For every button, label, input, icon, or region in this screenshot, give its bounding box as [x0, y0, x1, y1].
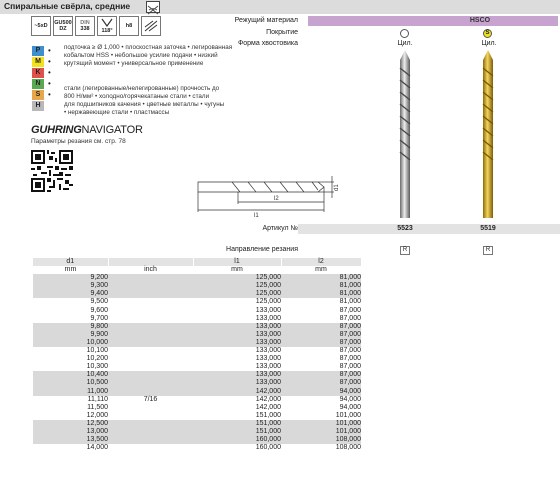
cell-inch — [108, 363, 193, 371]
unit-l1: mm — [193, 266, 281, 274]
header-spacer — [361, 258, 385, 266]
table-row — [33, 355, 385, 363]
cell-spacer — [361, 282, 385, 290]
table-row — [33, 323, 385, 331]
cutting-material-label: Режущий материал — [234, 17, 298, 24]
cell-l1: 125,000 — [193, 274, 281, 282]
cell-inch — [108, 307, 193, 315]
cell-spacer — [361, 315, 385, 323]
table-row — [33, 307, 385, 315]
unit-spacer — [361, 266, 385, 274]
cell-inch — [108, 412, 193, 420]
cell-l2: 101,000 — [281, 420, 361, 428]
cell-d1: 14,000 — [86, 444, 108, 452]
table-row — [33, 379, 385, 387]
cell-d1: 9,400 — [33, 290, 108, 298]
cell-l2: 101,000 — [335, 411, 361, 419]
cutting-direction-label: Направление резания — [226, 246, 298, 253]
description-line: для подшипников качения • цветные металлы • чугуны — [64, 101, 225, 108]
material-letter: S — [32, 90, 44, 100]
cell-l1: 133,000 — [193, 371, 281, 379]
cell-l1: 151,000 — [255, 411, 281, 419]
cell-d1: 13,000 — [33, 428, 108, 436]
cell-spacer — [361, 428, 385, 436]
cell-spacer — [361, 347, 385, 355]
cell-spacer — [361, 396, 385, 404]
length-code: ~5xD — [34, 23, 48, 29]
cell-l2: 81,000 — [281, 290, 361, 298]
cell-spacer — [361, 371, 385, 379]
table-row — [33, 331, 385, 339]
cell-l2: 87,000 — [281, 379, 361, 387]
cell-spacer — [361, 436, 385, 444]
unit-inch: inch — [108, 266, 193, 274]
cell-d1: 9,800 — [33, 323, 108, 331]
cell-inch — [108, 331, 193, 339]
table-row — [33, 436, 385, 444]
table-row — [33, 420, 385, 428]
cell-inch — [108, 428, 193, 436]
cell-spacer — [361, 323, 385, 331]
table-row — [33, 412, 385, 420]
cell-inch — [108, 420, 193, 428]
cell-l2: 87,000 — [281, 339, 361, 347]
table-row — [33, 298, 385, 306]
cell-inch — [108, 388, 193, 396]
material-letter: N — [32, 79, 44, 89]
cell-d1: 9,900 — [33, 331, 108, 339]
cell-l2: 87,000 — [339, 314, 361, 322]
cell-d1: 11,110 — [87, 395, 108, 403]
article-label: Артикул № — [262, 225, 298, 232]
standard-gu-bottom: DZ — [59, 26, 67, 32]
table-header-row — [33, 258, 385, 266]
cell-l2: 81,000 — [281, 282, 361, 290]
cell-l1: 142,000 — [255, 403, 281, 411]
cell-d1: 9,700 — [90, 314, 108, 322]
coating-none-icon — [400, 29, 409, 38]
cell-l1: 133,000 — [255, 306, 281, 314]
table-row — [33, 396, 385, 404]
direction-right-icon: R — [400, 246, 410, 255]
cell-l1: 125,000 — [255, 298, 281, 306]
cell-l2: 81,000 — [339, 298, 361, 306]
cell-inch — [108, 315, 193, 323]
cell-l1: 160,000 — [255, 444, 281, 452]
table-row — [33, 282, 385, 290]
table-row — [33, 428, 385, 436]
cell-l2: 87,000 — [339, 363, 361, 371]
drill-hss-image — [398, 50, 412, 220]
article-5523[interactable]: 5523 — [397, 225, 413, 232]
cell-d1: 9,500 — [90, 298, 108, 306]
cell-spacer — [361, 412, 385, 420]
material-group-k — [32, 68, 60, 78]
cell-l2: 94,000 — [339, 395, 361, 403]
shank-left: Цил. — [397, 40, 413, 47]
cell-d1: 10,400 — [33, 371, 108, 379]
cell-l2: 87,000 — [339, 347, 361, 355]
cutting-material-band — [308, 16, 558, 26]
cell-l1: 142,000 — [193, 388, 281, 396]
material-letter: H — [32, 101, 44, 111]
cell-spacer — [361, 420, 385, 428]
cell-d1: 10,200 — [86, 355, 108, 363]
shank-label: Форма хвостовика — [237, 40, 298, 47]
cell-inch — [108, 274, 193, 282]
cell-spacer — [361, 307, 385, 315]
cell-l1: 133,000 — [193, 331, 281, 339]
cell-l2: 81,000 — [281, 274, 361, 282]
standard-din-icon — [75, 16, 95, 36]
cell-d1: 10,300 — [86, 363, 108, 371]
tolerance-icon — [119, 16, 139, 36]
cell-l1: 133,000 — [255, 347, 281, 355]
cell-inch — [108, 323, 193, 331]
cell-inch — [108, 298, 193, 306]
description-materials — [64, 85, 284, 117]
material-suitability-dot: • — [48, 79, 51, 88]
cell-spacer — [361, 363, 385, 371]
table-row — [33, 274, 385, 282]
cell-spacer — [361, 404, 385, 412]
material-suitability-dot: • — [48, 68, 51, 77]
direction-right-icon: R — [483, 246, 493, 255]
cell-spacer — [361, 339, 385, 347]
cell-spacer — [361, 331, 385, 339]
table-row — [33, 388, 385, 396]
cell-l2: 101,000 — [281, 428, 361, 436]
cell-d1: 11,000 — [33, 388, 108, 396]
cell-inch — [108, 436, 193, 444]
cell-d1: 10,000 — [33, 339, 108, 347]
cell-spacer — [361, 355, 385, 363]
standard-din-top: DIN — [80, 20, 90, 26]
cell-l2: 108,000 — [335, 444, 361, 452]
cell-spacer — [361, 274, 385, 282]
cell-d1: 9,600 — [90, 306, 108, 314]
material-suitability-dot: • — [48, 46, 51, 55]
cell-spacer — [361, 444, 385, 452]
cell-d1: 9,300 — [33, 282, 108, 290]
material-group-s — [32, 90, 60, 100]
cell-l1: 160,000 — [193, 436, 281, 444]
cell-l2: 87,000 — [281, 323, 361, 331]
cell-spacer — [361, 379, 385, 387]
material-group-h — [32, 101, 60, 111]
table-body — [33, 274, 385, 452]
drill-tin-image — [481, 50, 495, 220]
table-row — [33, 315, 385, 323]
table-row — [33, 404, 385, 412]
header-d1: d1 — [33, 258, 108, 266]
material-group-p — [32, 46, 60, 56]
cell-l1: 125,000 — [193, 290, 281, 298]
page-title: Спиральные свёрла, средние — [4, 1, 131, 11]
cell-l2: 94,000 — [281, 388, 361, 396]
article-row — [298, 224, 560, 234]
cell-l1: 125,000 — [193, 282, 281, 290]
guhring-navigator-logo — [31, 124, 143, 136]
table-row — [33, 339, 385, 347]
material-suitability-dot: • — [48, 57, 51, 66]
table-row — [33, 371, 385, 379]
cell-l1: 133,000 — [193, 379, 281, 387]
cell-d1: 9,200 — [33, 274, 108, 282]
cell-l1: 142,000 — [255, 395, 281, 403]
material-suitability-dot: • — [48, 90, 51, 99]
cutting-params-reference: Параметры резания см. стр. 78 — [31, 138, 126, 145]
d1-label: d1 — [334, 184, 340, 191]
header-l1: l1 — [193, 258, 281, 266]
cell-d1: 10,100 — [86, 347, 108, 355]
material-letter: M — [32, 57, 44, 67]
unit-d1: mm — [33, 266, 108, 274]
description-line: подточка ≥ Ø 1,000 • плоскостная заточка • легированная — [64, 44, 233, 51]
cell-inch — [108, 290, 193, 298]
material-group-n — [32, 79, 60, 89]
cell-l2: 87,000 — [281, 331, 361, 339]
description-line: крутящий момент • универсальное применение — [64, 60, 204, 67]
tolerance-value: h8 — [125, 23, 133, 29]
material-letter: K — [32, 68, 44, 78]
description-line: 800 Н/мм² • холодно/горячекатаные стали • стали — [64, 93, 210, 100]
cell-l2: 87,000 — [339, 306, 361, 314]
l2-label: l2 — [274, 196, 279, 202]
cell-spacer — [361, 298, 385, 306]
cell-l2: 87,000 — [281, 371, 361, 379]
cell-spacer — [361, 290, 385, 298]
cell-l1: 151,000 — [193, 420, 281, 428]
cell-d1: 11,500 — [87, 403, 108, 411]
header-blank — [108, 258, 193, 266]
point-angle-value: 118° — [101, 28, 113, 34]
cell-inch — [108, 282, 193, 290]
qr-code[interactable] — [31, 150, 73, 192]
unit-l2: mm — [281, 266, 361, 274]
description-line: кобальтом HSS • небольшое усилие подачи • низкий — [64, 52, 218, 59]
cell-d1: 12,000 — [86, 411, 108, 419]
material-group-m — [32, 57, 60, 67]
standard-gu-icon — [53, 16, 73, 36]
cell-l1: 133,000 — [193, 339, 281, 347]
cell-d1: 12,500 — [33, 420, 108, 428]
standard-din-bottom: 338 — [80, 26, 90, 32]
hazard-icon — [146, 1, 160, 13]
cell-d1: 10,500 — [33, 379, 108, 387]
table-row — [33, 363, 385, 371]
cell-l2: 87,000 — [339, 355, 361, 363]
cell-l2: 108,000 — [281, 436, 361, 444]
point-angle-icon — [97, 16, 117, 36]
cell-inch — [108, 371, 193, 379]
description-line: стали (легированные/нелегированные) прочность до — [64, 85, 220, 92]
coating-label: Покрытие — [266, 29, 298, 36]
cell-inch: 7/16 — [143, 395, 158, 403]
logo-bold: GUHRING — [31, 124, 82, 136]
cutting-material-value: HSCO — [469, 17, 491, 24]
spiral-icon — [141, 16, 161, 36]
shank-right: Цил. — [481, 40, 497, 47]
l1-label: l1 — [254, 213, 259, 218]
material-letter: P — [32, 46, 44, 56]
table-row — [33, 290, 385, 298]
cell-l1: 133,000 — [255, 363, 281, 371]
cell-l1: 151,000 — [193, 428, 281, 436]
article-5519[interactable]: 5519 — [480, 225, 496, 232]
drill-dimension-drawing — [192, 168, 342, 218]
dimensions-table — [33, 258, 386, 452]
cell-inch — [108, 404, 193, 412]
standard-gu-top: GU500 — [54, 20, 72, 26]
table-row — [33, 347, 385, 355]
cell-l1: 133,000 — [193, 323, 281, 331]
logo-light: NAVIGATOR — [81, 124, 143, 136]
cell-l1: 133,000 — [255, 355, 281, 363]
cell-spacer — [361, 388, 385, 396]
cell-inch — [108, 347, 193, 355]
cell-d1: 13,500 — [33, 436, 108, 444]
table-row — [33, 444, 385, 452]
length-spec-icon — [31, 16, 51, 36]
cell-inch — [108, 444, 193, 452]
description-line: • нержавеющие стали • пластмассы — [64, 109, 170, 116]
cell-inch — [108, 339, 193, 347]
cell-inch — [108, 379, 193, 387]
cell-inch — [108, 355, 193, 363]
table-units-row — [33, 266, 385, 274]
description-features — [64, 44, 284, 68]
cell-l2: 94,000 — [339, 403, 361, 411]
cell-l1: 133,000 — [255, 314, 281, 322]
coating-tin-icon: S — [483, 29, 492, 38]
header-l2: l2 — [281, 258, 361, 266]
